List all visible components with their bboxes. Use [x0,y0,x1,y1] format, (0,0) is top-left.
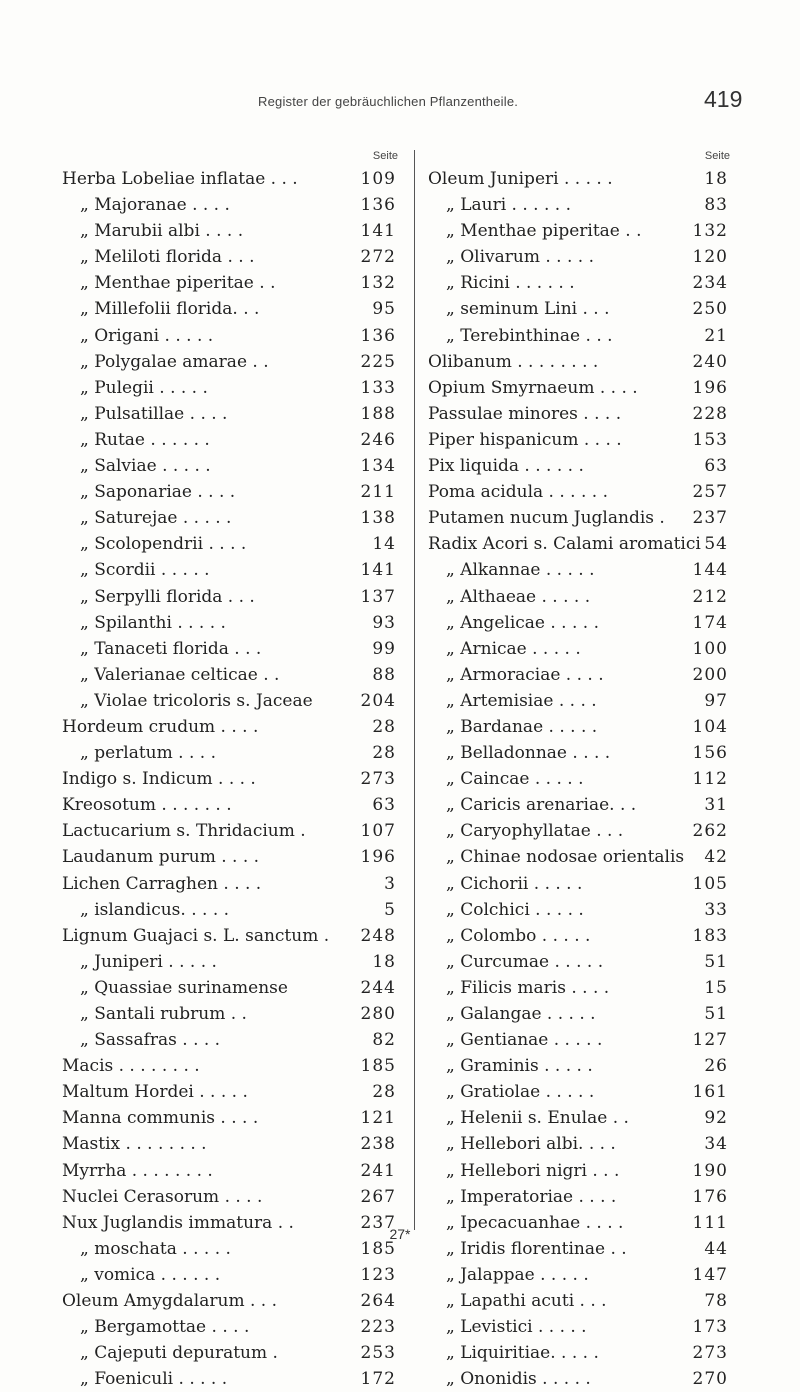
index-entry [62,1001,398,1027]
entry-page: 28 [372,1082,396,1103]
index-entry [428,1079,730,1105]
index-entry [62,1262,398,1288]
index-entry [428,1340,730,1366]
entry-label: „ Sassafras . . . . [80,1030,221,1051]
entry-label: „ Chinae nodosae orientalis [446,847,685,868]
entry-label: „ Colchici . . . . . [446,899,584,920]
entry-label: „ Hellebori albi. . . . [446,1134,616,1155]
index-entry [428,1158,730,1184]
entry-label: Hordeum crudum . . . . [62,716,259,737]
entry-label: „ Jalappae . . . . . [446,1264,589,1285]
entry-page: 190 [692,1160,728,1181]
entry-label: Laudanum purum . . . . [62,847,260,868]
entry-page: 18 [372,951,396,972]
entry-page: 51 [704,951,728,972]
entry-label: „ Gratiolae . . . . . [446,1082,595,1103]
entry-label: Manna communis . . . . [62,1108,259,1129]
index-entry [428,531,730,557]
right-column [428,146,730,1392]
entry-label: Kreosotum . . . . . . . [62,795,232,816]
column-divider [414,150,415,1230]
entry-label: „ Levistici . . . . . [446,1317,587,1338]
index-entry [428,1366,730,1392]
entry-page: 273 [692,1343,728,1364]
entry-page: 14 [372,534,396,555]
index-entry [428,1105,730,1131]
entry-label: „ Gentianae . . . . . [446,1030,603,1051]
index-entry [62,610,398,636]
index-entry [62,949,398,975]
index-entry [428,871,730,897]
entry-label: „ Helenii s. Enulae . . [446,1108,629,1129]
index-entry [428,1184,730,1210]
entry-page: 237 [360,1212,396,1233]
entry-page: 196 [692,377,728,398]
entry-label: „ Bardanae . . . . . [446,716,598,737]
entry-page: 272 [360,247,396,268]
index-entry [428,1001,730,1027]
entry-page: 54 [704,534,728,555]
entry-label: „ Galangae . . . . . [446,1004,596,1024]
entry-page: 3 [384,873,396,894]
index-entry [428,1262,730,1288]
index-entry [428,296,730,322]
entry-page: 173 [692,1317,728,1338]
index-entry [428,401,730,427]
entry-label: „ Menthae piperitae . . [446,221,642,242]
entry-page: 26 [704,1056,728,1077]
entry-page: 15 [704,977,728,998]
index-entry [428,1131,730,1157]
index-entry [428,1027,730,1053]
entry-label: Putamen nucum Juglandis . [428,508,665,529]
running-title: Register der gebräuchlichen Pflanzentheile. [258,94,519,109]
index-entry [428,166,730,192]
index-entry [428,949,730,975]
entry-label: „ Ricini . . . . . . [446,273,575,294]
entry-label: „ Saponariae . . . . [80,482,236,503]
index-entry [62,1314,398,1340]
entry-page: 253 [360,1343,396,1364]
index-entry [428,740,730,766]
entry-page: 200 [692,664,728,685]
index-entry [428,323,730,349]
index-entry [62,975,398,1001]
entry-page: 183 [692,925,728,946]
index-entry [428,244,730,270]
entry-label: „ Serpylli florida . . . [80,586,255,607]
entry-label: „ islandicus. . . . . [80,899,230,920]
entry-page: 237 [692,508,728,529]
entry-label: „ Terebinthinae . . . [446,325,613,346]
entry-label: „ Ipecacuanhae . . . . [446,1212,624,1233]
entry-page: 33 [704,899,728,920]
entry-label: „ Lauri . . . . . . [446,195,571,216]
index-entry [62,244,398,270]
entry-label: „ Pulegii . . . . . [80,377,208,398]
entry-page: 185 [360,1238,396,1259]
entry-page: 105 [692,873,728,894]
entry-page: 161 [692,1082,728,1103]
index-entry [62,1027,398,1053]
index-entry [428,270,730,296]
entry-label: „ Meliloti florida . . . [80,247,255,268]
entry-page: 34 [704,1134,728,1155]
entry-page: 147 [692,1264,728,1285]
entry-label: „ Liquiritiae. . . . . [446,1343,599,1364]
index-entry [428,610,730,636]
index-entry [62,662,398,688]
entry-page: 234 [692,273,728,294]
entry-label: „ Pulsatillae . . . . [80,403,228,424]
index-entry [428,923,730,949]
entry-page: 88 [372,664,396,685]
entry-page: 92 [704,1108,728,1129]
entry-label: „ Millefolii florida. . . [80,299,260,320]
entry-label: „ Belladonnae . . . . [446,743,611,764]
entry-page: 28 [372,716,396,737]
entry-page: 264 [360,1291,396,1312]
index-entry [62,766,398,792]
entry-page: 196 [360,847,396,868]
index-entry [62,636,398,662]
page-number: 419 [704,86,743,112]
entry-label: „ Althaeae . . . . . [446,586,591,607]
entry-page: 5 [384,899,396,920]
seite-label-left: Seite [372,150,398,162]
index-entry [62,844,398,870]
index-entry [62,923,398,949]
entry-page: 82 [372,1030,396,1051]
entry-label: „ Salviae . . . . . [80,456,211,477]
index-entry [62,584,398,610]
entry-page: 42 [704,847,728,868]
entry-page: 136 [360,195,396,216]
index-entry [62,1158,398,1184]
entry-page: 174 [692,612,728,633]
entry-page: 153 [692,429,728,450]
index-entry [62,1184,398,1210]
entry-label: „ Alkannae . . . . . [446,560,595,581]
index-entry [62,192,398,218]
entry-page: 144 [692,560,728,581]
entry-label: „ Graminis . . . . . [446,1056,593,1077]
entry-page: 223 [360,1317,396,1338]
index-entry [62,505,398,531]
entry-label: Radix Acori s. Calami aromatici [428,534,701,555]
index-entry [62,427,398,453]
index-entry [428,375,730,401]
entry-page: 248 [360,925,396,946]
entry-label: „ Menthae piperitae . . [80,273,276,294]
entry-label: Oleum Amygdalarum . . . [62,1291,277,1312]
index-entry [428,349,730,375]
index-entry [62,1079,398,1105]
entry-label: „ Foeniculi . . . . . [80,1369,228,1390]
entry-page: 270 [692,1369,728,1390]
entry-label: „ Iridis florentinae . . [446,1238,627,1259]
entry-page: 133 [360,377,396,398]
entry-label: „ moschata . . . . . [80,1238,231,1259]
index-entry [62,166,398,192]
entry-page: 83 [704,195,728,216]
right-index-list [428,166,730,1392]
entry-page: 204 [360,690,396,711]
entry-page: 246 [360,429,396,450]
index-entry [62,531,398,557]
entry-label: Piper hispanicum . . . . [428,429,622,450]
entry-page: 100 [692,638,728,659]
entry-page: 109 [360,169,396,189]
entry-label: „ Scordii . . . . . [80,560,210,581]
entry-page: 212 [692,586,728,607]
index-entry [428,192,730,218]
entry-page: 185 [360,1056,396,1077]
entry-page: 188 [360,403,396,424]
entry-label: „ Ononidis . . . . . [446,1369,591,1390]
entry-label: Herba Lobeliae inflatae . . . [62,169,298,189]
index-entry [428,218,730,244]
left-column [62,146,398,1392]
entry-label: Macis . . . . . . . . [62,1056,200,1077]
index-entry [428,427,730,453]
index-entry [428,1314,730,1340]
entry-label: „ Olivarum . . . . . [446,247,594,268]
entry-label: „ Tanaceti florida . . . [80,638,262,659]
entry-page: 93 [372,612,396,633]
entry-label: Poma acidula . . . . . . [428,482,608,503]
entry-page: 238 [360,1134,396,1155]
index-entry [428,636,730,662]
entry-label: „ vomica . . . . . . [80,1264,221,1285]
entry-label: „ Marubii albi . . . . [80,221,244,242]
index-entry [62,349,398,375]
entry-label: „ Polygalae amarae . . [80,351,269,372]
entry-label: „ Juniperi . . . . . [80,951,217,972]
entry-label: „ Filicis maris . . . . [446,977,610,998]
index-entry [62,453,398,479]
entry-label: „ Rutae . . . . . . [80,429,210,450]
entry-page: 21 [704,325,728,346]
entry-page: 127 [692,1030,728,1051]
index-entry [62,557,398,583]
entry-page: 257 [692,482,728,503]
entry-label: Lichen Carraghen . . . . [62,873,262,894]
entry-page: 63 [372,795,396,816]
entry-label: „ perlatum . . . . [80,743,216,764]
entry-label: „ Imperatoriae . . . . [446,1186,617,1207]
index-entry [428,479,730,505]
index-entry [428,766,730,792]
entry-label: Mastix . . . . . . . . [62,1134,207,1155]
entry-page: 63 [704,456,728,477]
entry-label: Lactucarium s. Thridacium . [62,821,306,842]
entry-page: 123 [360,1264,396,1285]
entry-page: 28 [372,743,396,764]
index-entry [428,844,730,870]
entry-page: 31 [704,795,728,816]
index-entry [62,1340,398,1366]
entry-label: „ Cichorii . . . . . [446,873,583,894]
entry-label: Indigo s. Indicum . . . . [62,769,256,790]
index-entry [62,296,398,322]
index-entry [62,1288,398,1314]
index-entry [428,1053,730,1079]
entry-label: „ seminum Lini . . . [446,299,610,320]
index-entry [428,714,730,740]
page-header [0,86,800,122]
index-entry [62,479,398,505]
entry-page: 267 [360,1186,396,1207]
entry-page: 240 [692,351,728,372]
entry-label: „ Lapathi acuti . . . [446,1291,607,1312]
entry-page: 120 [692,247,728,268]
entry-label: Opium Smyrnaeum . . . . [428,377,638,398]
index-entry [428,557,730,583]
entry-label: „ Angelicae . . . . . [446,612,600,633]
entry-page: 156 [692,743,728,764]
index-entry [428,1288,730,1314]
entry-label: „ Caricis arenariae. . . [446,795,637,816]
entry-label: „ Caincae . . . . . [446,769,584,790]
seite-label-right: Seite [704,150,730,162]
index-entry [62,688,398,714]
entry-label: „ Quassiae surinamense [80,977,288,998]
entry-label: „ Violae tricoloris s. Jaceae [80,690,313,711]
index-entry [62,792,398,818]
entry-page: 134 [360,456,396,477]
entry-label: „ Scolopendrii . . . . [80,534,247,555]
index-entry [62,270,398,296]
entry-label: „ Santali rubrum . . [80,1004,247,1024]
index-entry [428,662,730,688]
entry-label: Lignum Guajaci s. L. sanctum . [62,925,330,946]
entry-page: 211 [360,482,396,503]
entry-label: „ Valerianae celticae . . [80,664,280,685]
index-entry [62,1366,398,1392]
entry-page: 176 [692,1186,728,1207]
entry-page: 51 [704,1004,728,1024]
index-entry [62,323,398,349]
entry-page: 250 [692,299,728,320]
index-entry [62,871,398,897]
entry-label: Oleum Juniperi . . . . . [428,169,613,189]
index-entry [62,897,398,923]
entry-label: „ Majoranae . . . . [80,195,230,216]
entry-label: „ Arnicae . . . . . [446,638,581,659]
entry-label: „ Bergamottae . . . . [80,1317,250,1338]
entry-label: „ Colombo . . . . . [446,925,591,946]
index-entry [62,1131,398,1157]
entry-label: Pix liquida . . . . . . [428,456,584,477]
entry-label: „ Hellebori nigri . . . [446,1160,620,1181]
entry-label: Maltum Hordei . . . . . [62,1082,248,1103]
entry-page: 241 [360,1160,396,1181]
entry-label: Nuclei Cerasorum . . . . [62,1186,263,1207]
index-entry [62,218,398,244]
entry-page: 132 [360,273,396,294]
entry-label: Passulae minores . . . . [428,403,622,424]
entry-page: 225 [360,351,396,372]
entry-page: 262 [692,821,728,842]
index-entry [428,975,730,1001]
entry-page: 107 [360,821,396,842]
index-entry [428,453,730,479]
entry-page: 137 [360,586,396,607]
entry-page: 78 [704,1291,728,1312]
entry-label: „ Caryophyllatae . . . [446,821,624,842]
entry-page: 18 [704,169,728,189]
entry-page: 172 [360,1369,396,1390]
entry-page: 97 [704,690,728,711]
entry-page: 95 [372,299,396,320]
index-entry [428,505,730,531]
index-entry [428,584,730,610]
entry-page: 138 [360,508,396,529]
entry-page: 280 [360,1004,396,1024]
entry-label: „ Spilanthi . . . . . [80,612,226,633]
index-entry [62,714,398,740]
index-entry [62,375,398,401]
entry-label: Olibanum . . . . . . . . [428,351,599,372]
left-index-list [62,166,398,1392]
entry-page: 104 [692,716,728,737]
signature-mark: 27* [389,1226,411,1242]
index-entry [62,740,398,766]
entry-label: „ Armoraciae . . . . [446,664,604,685]
entry-label: Nux Juglandis immatura . . [62,1212,294,1233]
entry-label: „ Saturejae . . . . . [80,508,232,529]
index-entry [62,1053,398,1079]
entry-page: 44 [704,1238,728,1259]
index-entry [428,818,730,844]
entry-label: „ Origani . . . . . [80,325,214,346]
entry-page: 244 [360,977,396,998]
entry-label: Myrrha . . . . . . . . [62,1160,213,1181]
entry-page: 111 [692,1212,728,1233]
index-entry [428,792,730,818]
entry-page: 99 [372,638,396,659]
entry-page: 136 [360,325,396,346]
entry-page: 121 [360,1108,396,1129]
entry-page: 273 [360,769,396,790]
index-entry [428,897,730,923]
index-entry [62,1105,398,1131]
entry-page: 132 [692,221,728,242]
entry-label: „ Curcumae . . . . . [446,951,604,972]
entry-page: 112 [692,769,728,790]
entry-page: 141 [360,221,396,242]
index-entry [428,688,730,714]
entry-label: „ Artemisiae . . . . [446,690,597,711]
index-entry [62,818,398,844]
entry-page: 228 [692,403,728,424]
entry-page: 141 [360,560,396,581]
entry-label: „ Cajeputi depuratum . [80,1343,278,1364]
index-entry [62,401,398,427]
